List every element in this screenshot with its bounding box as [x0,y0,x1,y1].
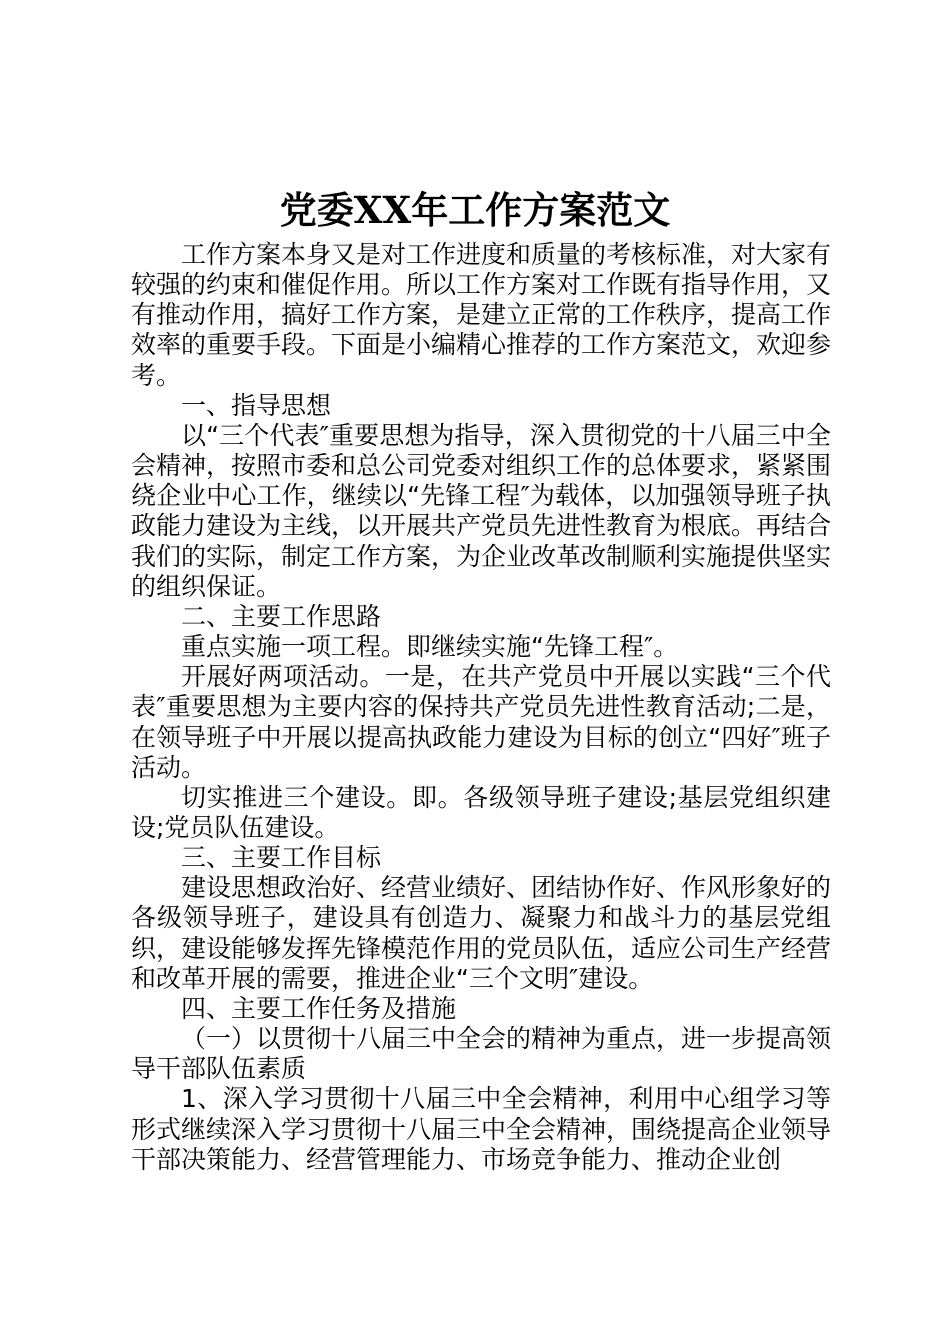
document-title: 党委XX年工作方案范文 [279,188,671,232]
intro-paragraph: 工作方案本身又是对工作进度和质量的考核标准，对大家有较强的约束和催促作用。所以工作方案对工作既有指导作用，又有推动作用，搞好工作方案，是建立正常的工作秩序，提高工作效率的重要手段。下面是小编精心推荐的工作方案范文，欢迎参考。 [131,240,832,390]
approach-paragraph-two-activities: 开展好两项活动。一是，在共产党员中开展以实践“三个代表″重要思想为主要内容的保持共产党员先进性教育活动;二是，在领导班子中开展以提高执政能力建设为目标的创立“四好″班子活动。 [131,662,831,782]
approach-paragraph-one-project: 重点实施一项工程。即继续实施“先锋工程″。 [181,632,679,662]
tasks-item-one-paragraph: 1、深入学习贯彻十八届三中全会精神，利用中心组学习等形式继续深入学习贯彻十八届三中全会精神，围绕提高企业领导干部决策能力、经营管理能力、市场竞争能力、推动企业创 [131,1084,832,1174]
goals-paragraph: 建设思想政治好、经营业绩好、团结协作好、作风形象好的各级领导班子，建设具有创造力、凝聚力和战斗力的基层党组织，建设能够发挥先锋模范作用的党员队伍，适应公司生产经营和改革开展的需要，推进企业“三个文明″建设。 [131,873,832,993]
guiding-ideology-paragraph: 以“三个代表″重要思想为指导，深入贯彻党的十八届三中全会精神，按照市委和总公司党委对组织工作的总体要求，紧紧围绕企业中心工作，继续以“先锋工程″为载体，以加强领导班子执政能力建设为主线，以开展共产党员先进性教育为根底。再结合我们的实际，制定工作方案，为企业改革改制顺利实施提供坚实的组织保证。 [131,420,832,601]
section-heading-tasks-measures: 四、主要工作任务及措施 [181,993,457,1023]
section-heading-guiding-ideology: 一、指导思想 [181,390,332,420]
section-heading-main-goals: 三、主要工作目标 [181,843,382,873]
tasks-subheading-paragraph: （一）以贯彻十八届三中全会的精神为重点，进一步提高领导干部队伍素质 [131,1024,832,1084]
document-body [131,240,831,1175]
section-heading-main-approach: 二、主要工作思路 [181,601,382,631]
approach-paragraph-three-constructions: 切实推进三个建设。即。各级领导班子建设;基层党组织建设;党员队伍建设。 [131,782,831,842]
